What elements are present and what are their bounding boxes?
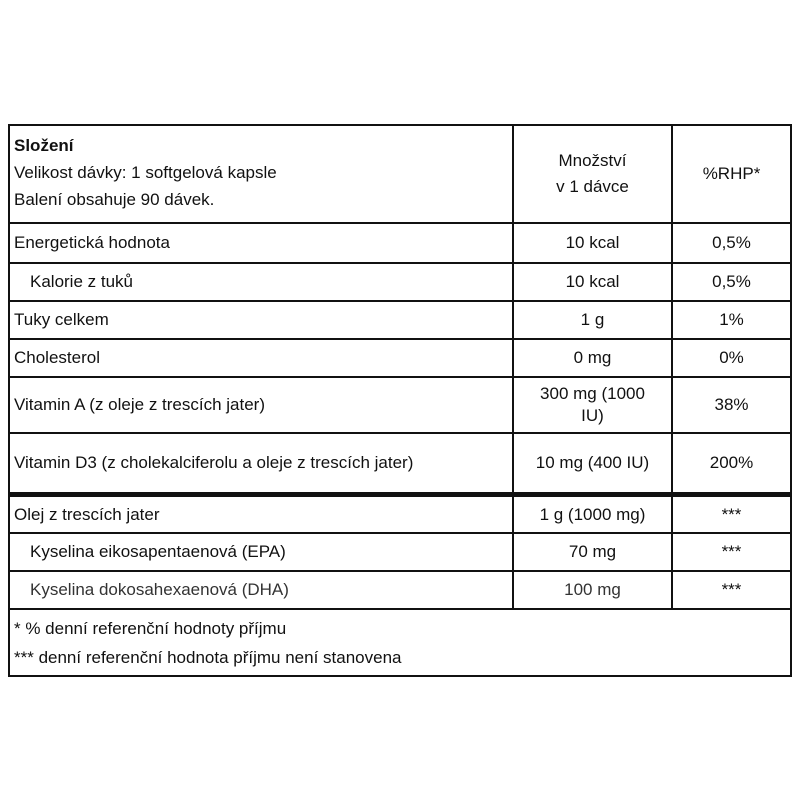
- table-row: [10, 432, 790, 492]
- amount-header-line2: v 1 dávce: [556, 177, 629, 196]
- table-row: [10, 338, 790, 376]
- table-row: [10, 492, 790, 532]
- nutrient-rhp: 0,5%: [712, 233, 751, 252]
- serving-size: Velikost dávky: 1 softgelová kapsle: [14, 163, 277, 182]
- nutrient-rhp: 0%: [719, 348, 744, 367]
- nutrient-name: Vitamin A (z oleje z trescích jater): [14, 395, 266, 414]
- table-row: [10, 262, 790, 300]
- nutrient-rhp: ***: [721, 542, 742, 561]
- table-row: [10, 222, 790, 262]
- nutrient-name: Olej z trescích jater: [14, 504, 160, 524]
- nutrient-name: Cholesterol: [14, 348, 100, 367]
- footnote-not-established: *** denní referenční hodnota příjmu není stanovena: [14, 648, 402, 667]
- nutrient-name: Kalorie z tuků: [30, 272, 133, 291]
- nutrient-rhp: ***: [721, 504, 742, 524]
- nutrient-name: Kyselina dokosahexaenová (DHA): [30, 580, 289, 599]
- nutrient-name: Energetická hodnota: [14, 233, 170, 252]
- table-row: [10, 376, 790, 432]
- nutrient-amount: 70 mg: [568, 542, 617, 561]
- nutrient-amount-line2: IU): [581, 406, 604, 425]
- nutrient-name: Tuky celkem: [14, 310, 109, 329]
- nutrient-amount: 1 g (1000 mg): [539, 504, 646, 524]
- nutrient-rhp: 38%: [714, 395, 749, 414]
- composition-table: [8, 124, 792, 677]
- nutrient-rhp: 200%: [709, 453, 754, 472]
- nutrient-amount: 10 kcal: [565, 233, 620, 252]
- nutrient-amount: 100 mg: [564, 580, 621, 599]
- table-row: [10, 532, 790, 570]
- nutrient-amount: 0 mg: [573, 348, 612, 367]
- header-row: [10, 126, 790, 222]
- table-title: Složení: [14, 136, 74, 155]
- nutrient-amount: 1 g: [580, 310, 605, 329]
- amount-header-line1: Množství: [558, 151, 627, 170]
- nutrient-name: Kyselina eikosapentaenová (EPA): [30, 542, 286, 561]
- servings-per-package: Balení obsahuje 90 dávek.: [14, 190, 215, 209]
- table-row: [10, 300, 790, 338]
- rhp-header: %RHP*: [702, 164, 761, 183]
- nutrient-rhp: 1%: [719, 310, 744, 329]
- table-row: [10, 570, 790, 608]
- nutrient-amount-line1: 300 mg (1000: [540, 384, 645, 403]
- footnotes: [10, 608, 790, 675]
- nutrient-amount: 10 kcal: [565, 272, 620, 291]
- nutrient-rhp: ***: [721, 580, 742, 599]
- nutrient-name: Vitamin D3 (z cholekalciferolu a oleje z trescích jater): [14, 453, 414, 472]
- nutrient-rhp: 0,5%: [712, 272, 751, 291]
- nutrient-amount: 10 mg (400 IU): [535, 453, 650, 472]
- footnote-rhp: * % denní referenční hodnoty příjmu: [14, 619, 287, 638]
